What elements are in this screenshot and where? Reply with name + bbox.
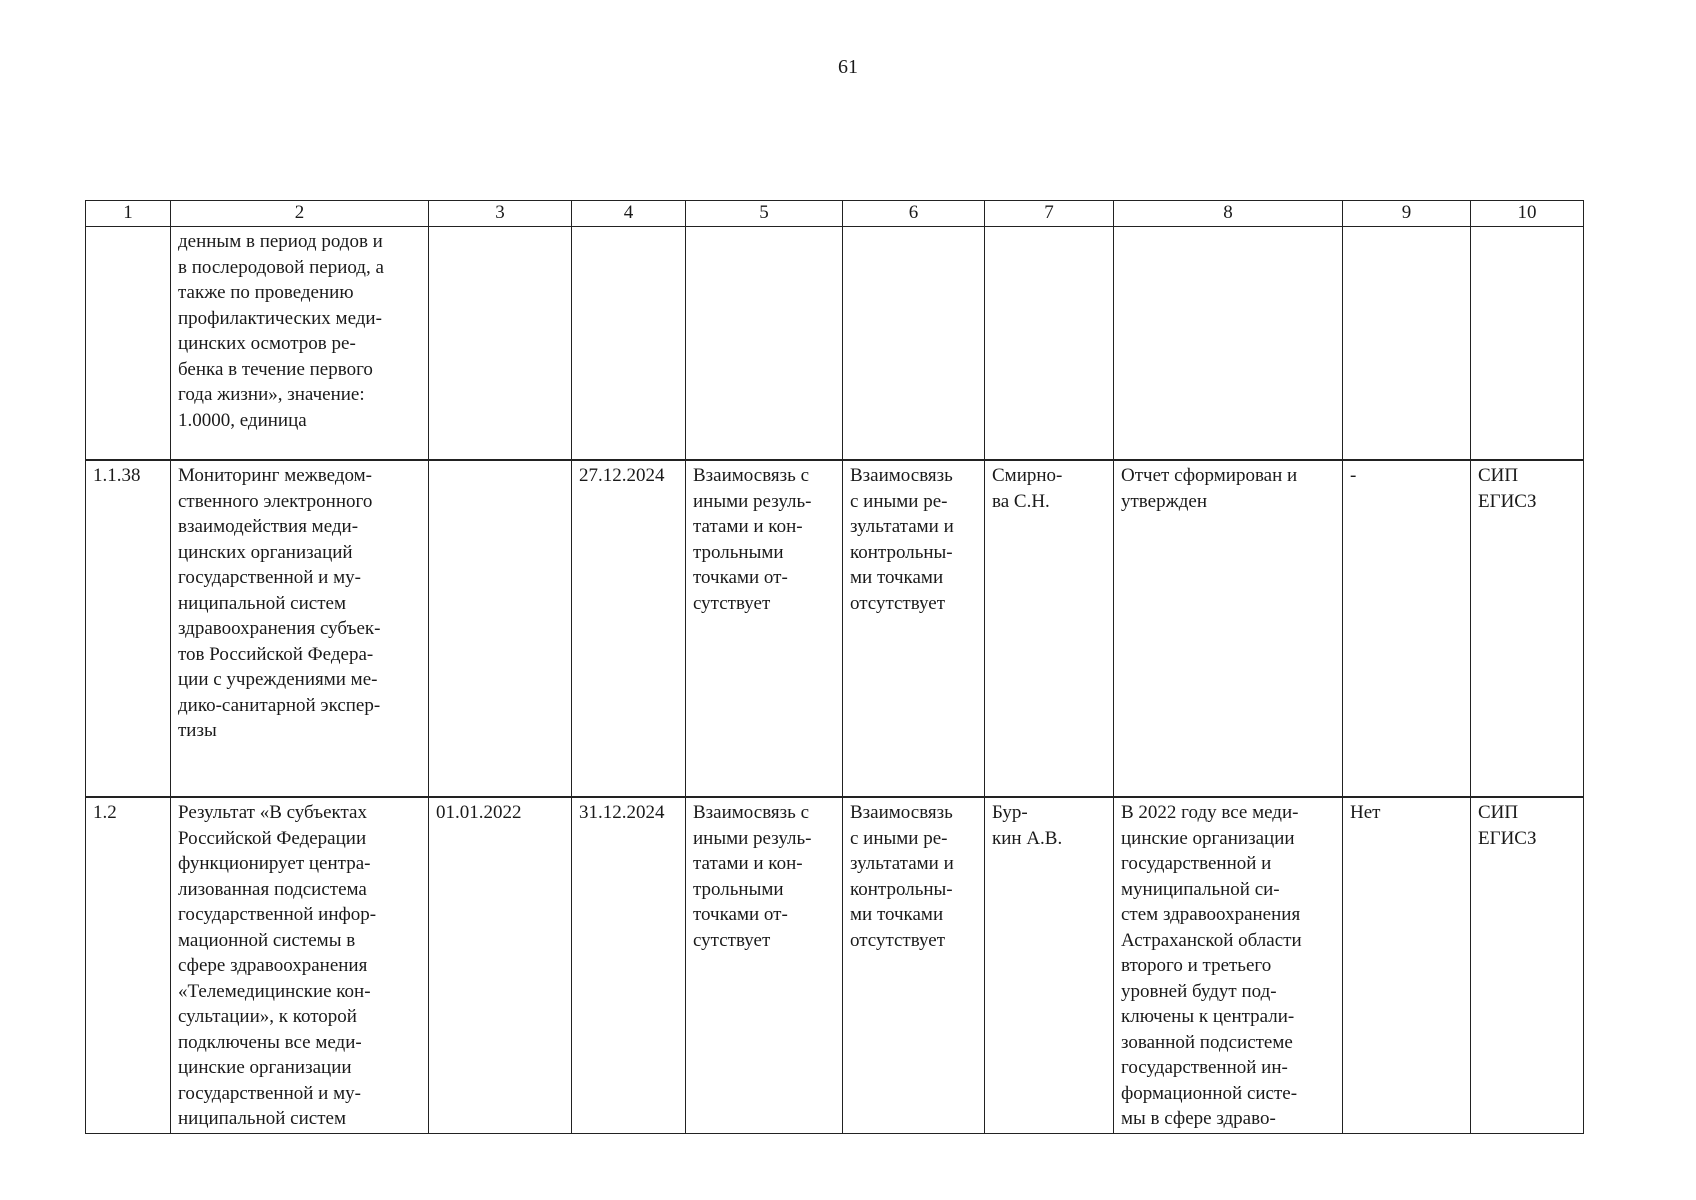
cell-line: уровней будут под- [1121, 980, 1277, 1002]
cell-line: лизованная подсистема [178, 878, 367, 900]
cell-line: трольными [693, 541, 784, 563]
cell-line: трольными [693, 878, 784, 900]
cell-line: утвержден [1121, 490, 1207, 512]
cell-number: 1.1.38 [86, 460, 171, 797]
cell-line: сутствует [693, 929, 771, 951]
cell-description [171, 227, 429, 461]
cell-line: функционирует центра- [178, 853, 371, 874]
cell-line: точками от- [693, 904, 788, 925]
cell-line: ми точками [850, 904, 944, 925]
cell-relation-other [843, 227, 985, 461]
cell-outcome [1114, 460, 1343, 797]
column-header: 9 [1343, 201, 1471, 227]
cell-end-date: 27.12.2024 [572, 460, 686, 797]
column-header: 8 [1114, 201, 1343, 227]
cell-line: ключены к централи- [1121, 1006, 1295, 1027]
cell-line: профилактических меди- [178, 307, 382, 329]
column-header: 10 [1471, 201, 1584, 227]
cell-line: СИП [1478, 465, 1519, 486]
cell-number: 1.2 [86, 797, 171, 1134]
cell-responsible [985, 227, 1114, 461]
cell-line: Бур- [992, 802, 1028, 823]
cell-flag: Нет [1343, 797, 1471, 1134]
cell-line: зультатами и [850, 516, 954, 537]
cell-line: здравоохранения субъек- [178, 618, 381, 639]
cell-line: с иными ре- [850, 827, 948, 849]
cell-end-date: 31.12.2024 [572, 797, 686, 1134]
column-header: 3 [429, 201, 572, 227]
cell-description [171, 460, 429, 797]
cell-line: мы в сфере здраво- [1121, 1108, 1276, 1129]
cell-line: Смирно- [992, 465, 1063, 486]
cell-line: ва С.Н. [992, 490, 1050, 512]
cell-line: В 2022 году все меди- [1121, 802, 1299, 823]
cell-line: Взаимосвязь с [693, 802, 810, 823]
cell-line: «Телемедицинские кон- [178, 980, 371, 1002]
cell-line: второго и третьего [1121, 955, 1272, 976]
cell-line: денным в период родов и [178, 231, 383, 252]
cell-flag [1343, 227, 1471, 461]
cell-number [86, 227, 171, 461]
cell-line: ственного электронного [178, 490, 373, 512]
column-header: 5 [686, 201, 843, 227]
cell-line: подключены все меди- [178, 1031, 362, 1053]
cell-line: татами и кон- [693, 516, 803, 537]
cell-line: отсутствует [850, 929, 946, 951]
cell-line: дико-санитарной экспер- [178, 694, 381, 716]
cell-system [1471, 797, 1584, 1134]
cell-line: мационной системы в [178, 929, 356, 951]
cell-line: Российской Федерации [178, 827, 367, 849]
cell-line: цинские организации [1121, 827, 1295, 849]
cell-line: контрольны- [850, 878, 953, 900]
cell-line: Результат «В субъектах [178, 802, 367, 823]
cell-line: ЕГИСЗ [1478, 490, 1537, 512]
table-row [86, 460, 1584, 797]
cell-relation-other [843, 460, 985, 797]
cell-line: Взаимосвязь [850, 465, 953, 486]
cell-line: ЕГИСЗ [1478, 827, 1537, 849]
cell-relation-results [686, 227, 843, 461]
cell-line: взаимодействия меди- [178, 516, 359, 537]
cell-responsible [985, 460, 1114, 797]
cell-relation-results [686, 460, 843, 797]
cell-system [1471, 460, 1584, 797]
cell-line: тизы [178, 720, 217, 741]
cell-description [171, 797, 429, 1134]
cell-line: кин А.В. [992, 827, 1063, 849]
cell-line: СИП [1478, 802, 1519, 823]
cell-line: зультатами и [850, 853, 954, 874]
cell-line: сутствует [693, 592, 771, 614]
cell-line: формационной систе- [1121, 1082, 1298, 1104]
cell-outcome [1114, 797, 1343, 1134]
cell-start-date [429, 227, 572, 461]
cell-line: цинские организации [178, 1057, 352, 1078]
plan-table [85, 200, 1584, 1134]
cell-outcome [1114, 227, 1343, 461]
cell-start-date: 01.01.2022 [429, 797, 572, 1134]
column-header: 2 [171, 201, 429, 227]
cell-line: цинских осмотров ре- [178, 333, 356, 354]
column-header: 6 [843, 201, 985, 227]
cell-line: ции с учреждениями ме- [178, 669, 378, 690]
cell-line: тов Российской Федера- [178, 643, 374, 665]
cell-line: контрольны- [850, 541, 953, 563]
cell-line: с иными ре- [850, 490, 948, 512]
cell-line: государственной и [1121, 853, 1272, 874]
cell-responsible [985, 797, 1114, 1134]
cell-line: года жизни», значение: [178, 384, 365, 405]
cell-line: бенка в течение первого [178, 358, 373, 380]
cell-line: отсутствует [850, 592, 946, 614]
cell-line: зованной подсистеме [1121, 1031, 1293, 1053]
cell-line: государственной и му- [178, 567, 361, 588]
cell-relation-other [843, 797, 985, 1134]
cell-line: Отчет сформирован и [1121, 465, 1298, 486]
cell-line: точками от- [693, 567, 788, 588]
cell-line: стем здравоохранения [1121, 904, 1301, 925]
cell-line: ниципальной систем [178, 1108, 346, 1129]
cell-line: Мониторинг межведом- [178, 465, 372, 486]
table-row [86, 797, 1584, 1134]
cell-line: ми точками [850, 567, 944, 588]
cell-flag: - [1343, 460, 1471, 797]
cell-line: татами и кон- [693, 853, 803, 874]
cell-line: государственной и му- [178, 1082, 361, 1104]
cell-line: иными резуль- [693, 827, 812, 849]
cell-line: в послеродовой период, а [178, 256, 384, 278]
cell-line: Взаимосвязь с [693, 465, 810, 486]
table-header-row [86, 201, 1584, 227]
cell-line: сультации», к которой [178, 1006, 357, 1027]
cell-line: Астраханской области [1121, 929, 1302, 951]
column-header: 4 [572, 201, 686, 227]
cell-line: муниципальной си- [1121, 878, 1280, 900]
cell-line: иными резуль- [693, 490, 812, 512]
cell-end-date [572, 227, 686, 461]
cell-line: государственной инфор- [178, 904, 377, 925]
cell-line: 1.0000, единица [178, 409, 307, 431]
cell-line: Взаимосвязь [850, 802, 953, 823]
cell-line: ниципальной систем [178, 592, 346, 614]
cell-relation-results [686, 797, 843, 1134]
column-header: 7 [985, 201, 1114, 227]
table-row [86, 227, 1584, 461]
cell-line: государственной ин- [1121, 1057, 1288, 1078]
cell-system [1471, 227, 1584, 461]
page-number: 61 [838, 56, 858, 78]
cell-start-date [429, 460, 572, 797]
cell-line: цинских организаций [178, 541, 353, 563]
column-header: 1 [86, 201, 171, 227]
cell-line: сфере здравоохранения [178, 955, 368, 976]
cell-line: также по проведению [178, 282, 354, 303]
